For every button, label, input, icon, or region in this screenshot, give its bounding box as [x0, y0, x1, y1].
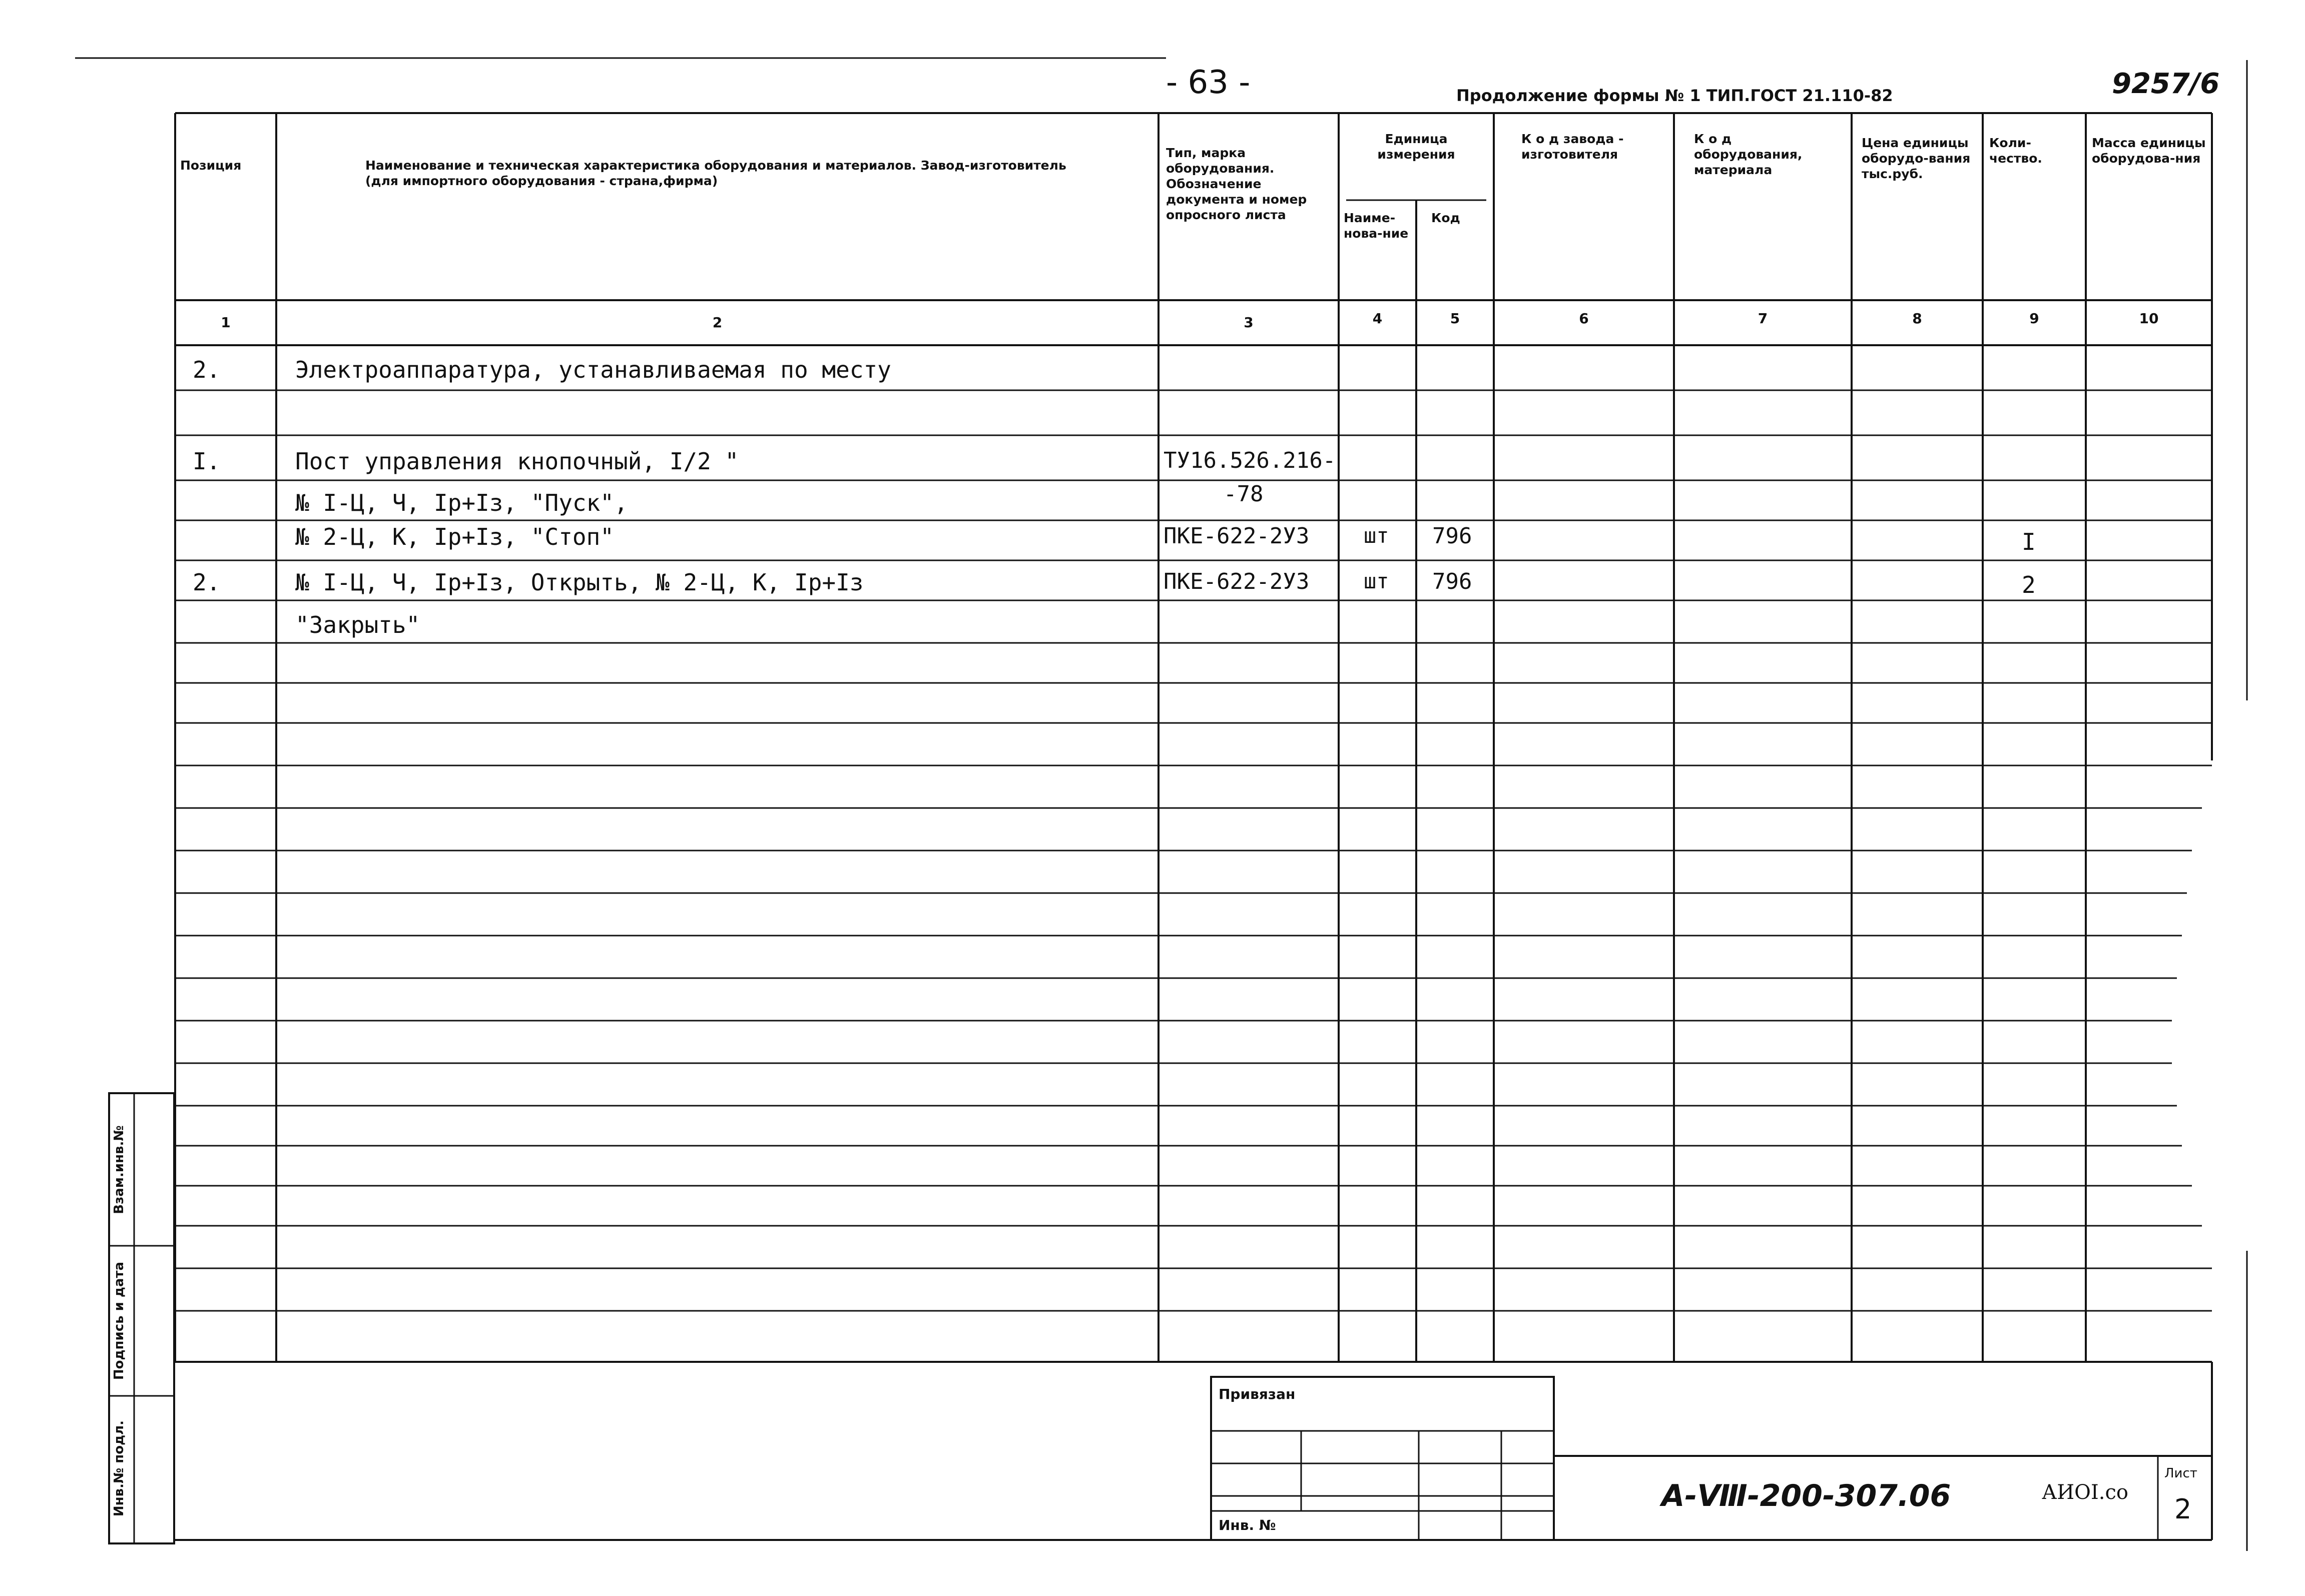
row-type: ПКЕ-622-2УЗ: [1164, 569, 1310, 594]
col-number: 9: [2029, 310, 2039, 327]
col-header-unit-name: Наиме-нова-ние: [1344, 211, 1409, 241]
row-position: I.: [193, 448, 221, 475]
row-name: Пост управления кнопочный, I/2 ": [295, 448, 739, 475]
stamp-signature-date: Подпись и дата: [112, 1261, 127, 1380]
privyazan-label: Привязан: [1219, 1386, 1296, 1402]
col-number: 1: [221, 314, 231, 331]
col-header-mass: Масса единицы оборудова-ния: [2092, 136, 2206, 166]
row-name: Электроаппаратура, устанавливаемая по месту: [295, 356, 891, 383]
row-unit: шт: [1364, 523, 1389, 548]
col-number: 2: [712, 314, 723, 331]
row-name: № I-Ц, Ч, Ip+Iз, Открыть, № 2-Ц, К, Ip+Iз: [295, 569, 864, 596]
row-unit-code: 796: [1432, 523, 1472, 549]
stamp-original-inventory: Инв.№ подл.: [112, 1420, 127, 1517]
col-number: 4: [1372, 310, 1383, 327]
col-header-equipment-code: К о д оборудования, материала: [1694, 132, 1803, 177]
col-header-type: Тип, марка оборудования. Обозначение документа и номер опросного листа: [1166, 146, 1307, 222]
col-header-maker-code: К о д завода - изготовителя: [1521, 132, 1624, 162]
col-header-unit-code: Код: [1431, 211, 1460, 225]
row-type: ТУ16.526.216-: [1164, 448, 1336, 473]
col-header-quantity: Коли-чество.: [1989, 136, 2042, 166]
album-code: АИОI.со: [2042, 1481, 2128, 1504]
row-type: ПКЕ-622-2УЗ: [1164, 523, 1310, 549]
row-position: 2.: [193, 356, 221, 383]
row-type: -78: [1224, 481, 1264, 507]
col-header-price: Цена единицы оборудо-вания тыс.руб.: [1862, 136, 1971, 181]
col-number: 6: [1579, 310, 1589, 327]
sheet-reference: 9257/6: [2112, 68, 2220, 100]
inventory-label: Инв. №: [1219, 1517, 1276, 1533]
row-position: 2.: [193, 569, 221, 596]
row-name: № I-Ц, Ч, Ip+Iз, "Пуск",: [295, 489, 628, 516]
row-quantity: I: [2022, 528, 2036, 555]
col-header-unit-group: Единица измерения: [1377, 132, 1455, 162]
form-continuation: Продолжение формы № 1 ТИП.ГОСТ 21.110-82: [1456, 86, 1893, 105]
row-name: "Закрыть": [295, 611, 420, 638]
row-unit-code: 796: [1432, 569, 1472, 594]
document-code: А-Ⅷ-200-307.06: [1661, 1478, 1951, 1513]
col-number: 8: [1912, 310, 1922, 327]
sheet-label: Лист: [2164, 1466, 2197, 1481]
col-header-position: Позиция: [180, 158, 242, 173]
col-number: 10: [2139, 310, 2159, 327]
page-number: - 63 -: [1166, 64, 1251, 101]
col-number: 5: [1450, 310, 1460, 327]
col-number: 7: [1758, 310, 1768, 327]
row-name: № 2-Ц, К, Ip+Iз, "Стоп": [295, 523, 614, 550]
col-header-name: Наименование и техническая характеристика оборудования и материалов. Завод-изготовитель (для импортного оборудования - страна,фирма): [365, 158, 1066, 188]
row-quantity: 2: [2022, 571, 2036, 598]
row-unit: шт: [1364, 569, 1389, 593]
stamp-replacement-inventory: Взам.инв.№: [112, 1125, 127, 1214]
sheet-number: 2: [2174, 1493, 2192, 1525]
col-number: 3: [1244, 314, 1254, 331]
